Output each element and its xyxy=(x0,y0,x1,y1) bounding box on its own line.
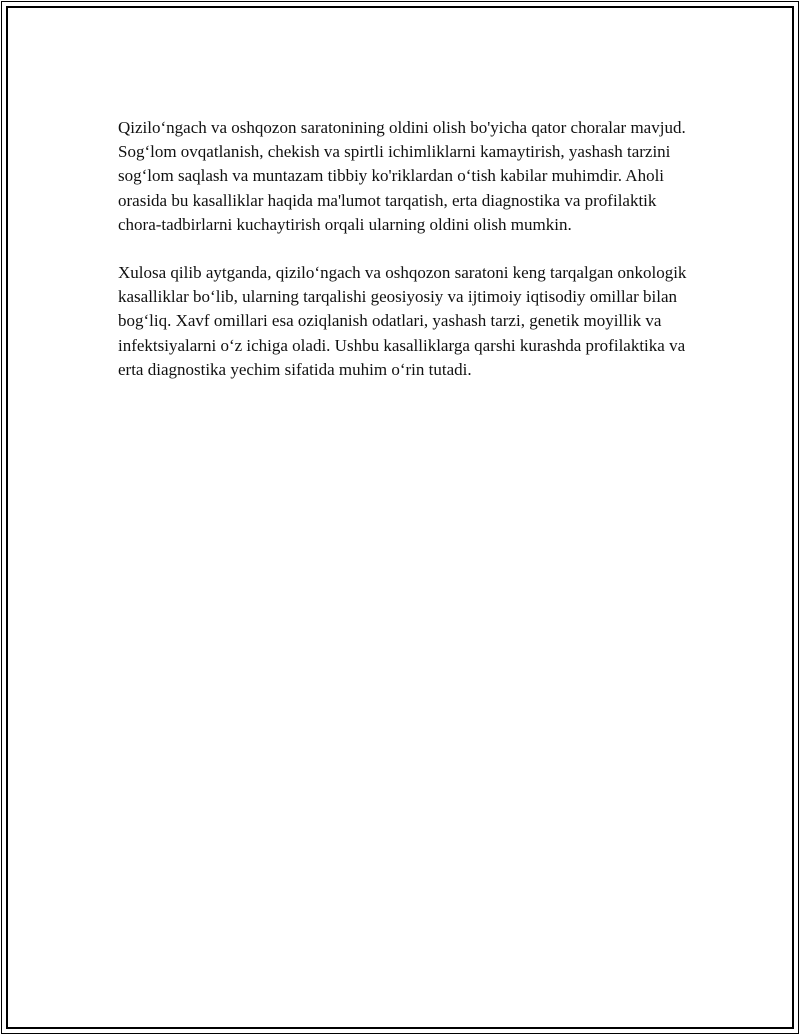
paragraph-conclusion: Xulosa qilib aytganda, qizilo‘ngach va oshqozon saratoni keng tarqalgan onkologik kasalliklar bo‘lib, ularning tarqalishi geosiyosiy va ijtimoiy iqtisodiy omillar bilan bog‘liq. Xavf omillari esa oziqlanish odatlari, yashash tarzi, genetik moyillik va infektsiyalarni o‘z ichiga oladi. Ushbu kasalliklarga qarshi kurashda profilaktika va erta diagnostika yechim sifatida muhim o‘rin tutadi. xyxy=(118,263,687,379)
document-body xyxy=(118,116,698,406)
paragraph-prevention: Qizilo‘ngach va oshqozon saratonining oldini olish bo'yicha qator choralar mavjud. Sog‘lom ovqatlanish, chekish va spirtli ichimliklarni kamaytirish, yashash tarzini sog‘lom saqlash va muntazam tibbiy ko'riklardan o‘tish kabilar muhimdir. Aholi orasida bu kasalliklar haqida ma'lumot tarqatish, erta diagnostika va profilaktik chora-tadbirlarni kuchaytirish orqali ularning oldini olish mumkin. xyxy=(118,118,686,234)
